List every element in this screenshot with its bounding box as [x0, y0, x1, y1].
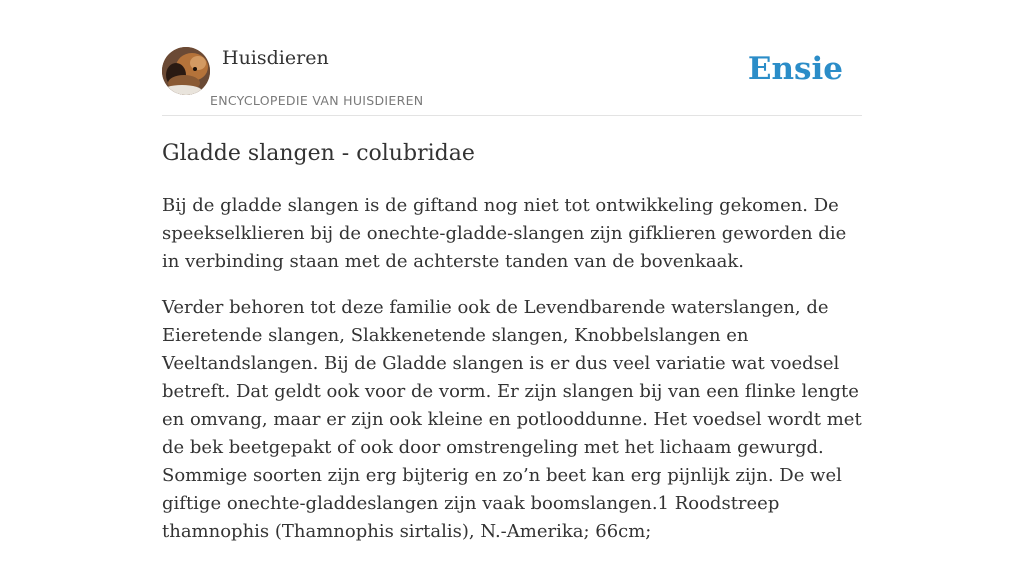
brand-logo-link[interactable]: Ensie [747, 51, 843, 87]
article-title: Gladde slangen - colubridae [162, 141, 475, 166]
article-paragraph: Bij de gladde slangen is de giftand nog niet tot ontwikkeling gekomen. De speekselklieren bij de onechte-gladde-slangen zijn gifklieren geworden die in verbinding staan met de achterste tanden van de bovenkaak. [162, 195, 847, 272]
article-paragraph: Verder behoren tot deze familie ook de Levendbarende waterslangen, de Eieretende slangen, Slakkenetende slangen, Knobbelslangen en Veeltandslangen. Bij de Gladde slangen is er dus veel variatie wat voedsel betreft. Dat geldt ook voor de vorm. Er zijn slangen bij van een flinke lengte en omvang, maar er zijn ook kleine en potlooddunne. Het voedsel wordt met de bek beetgepakt of ook door omstrengeling met het lichaam gewurgd. Sommige soorten zijn erg bijterig en zo’n beet kan erg pijnlijk zijn. De wel giftige onechte-gladdeslangen zijn vaak boomslangen.1 Roodstreep thamnophis (Thamnophis sirtalis), N.-Amerika; 66cm; [162, 297, 862, 542]
page-container [162, 0, 862, 542]
site-subtitle: ENCYCLOPEDIE VAN HUISDIEREN [210, 93, 424, 108]
site-name[interactable]: Huisdieren [222, 47, 329, 69]
avatar[interactable] [162, 47, 210, 95]
site-header [162, 0, 862, 116]
dog-photo-icon [162, 47, 210, 95]
article-body [162, 192, 862, 564]
